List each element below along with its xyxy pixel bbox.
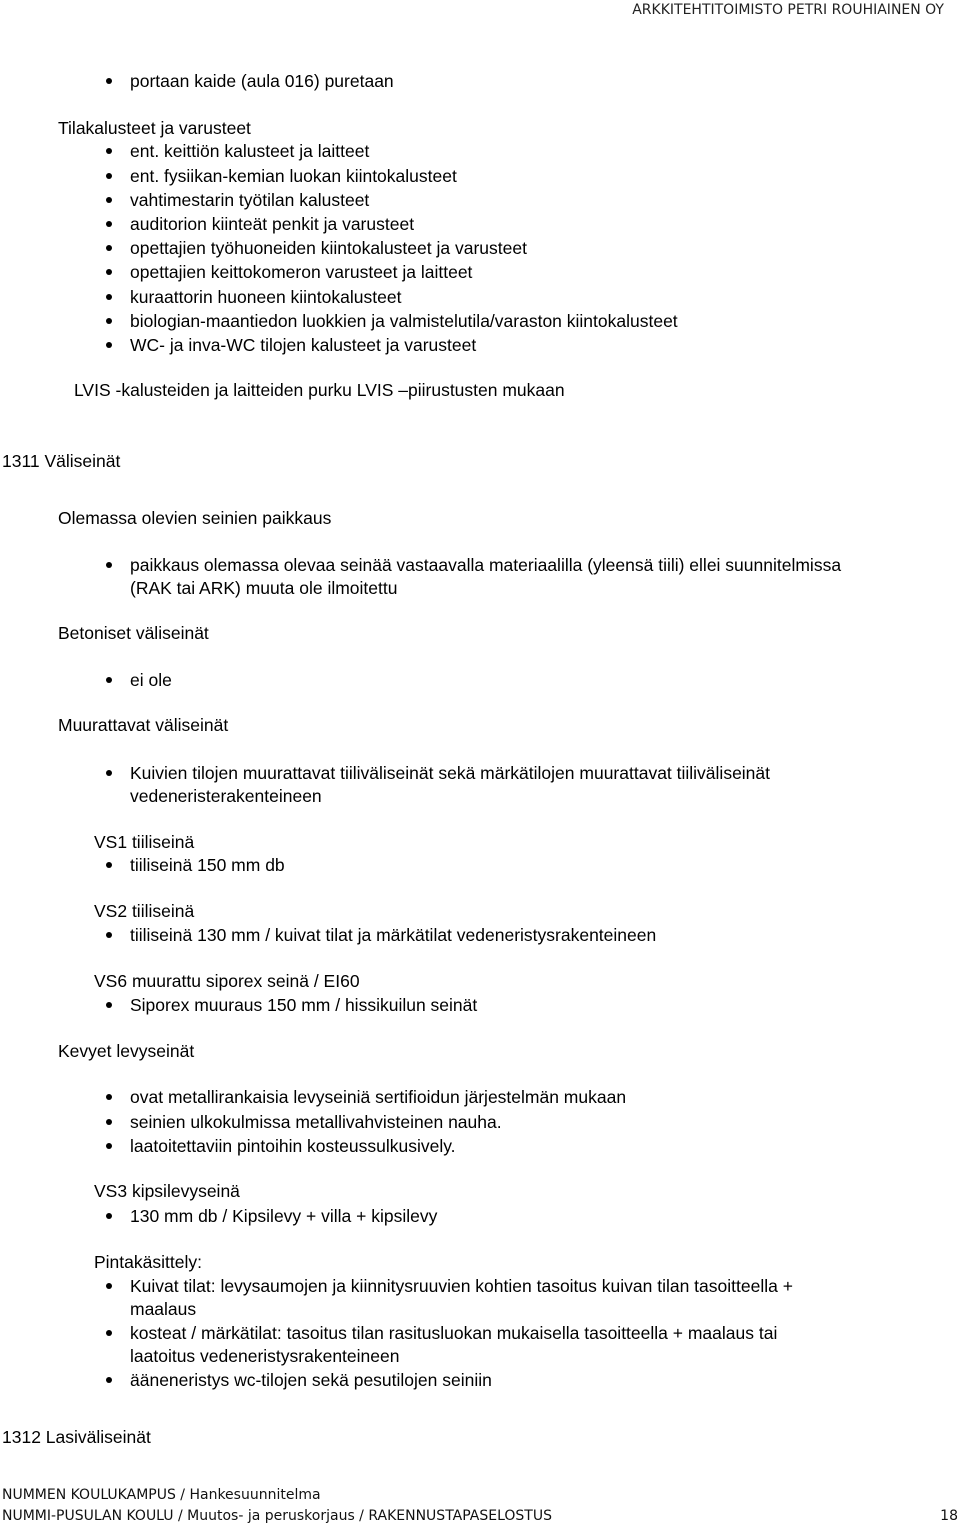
footer-document: NUMMI-PUSULAN KOULU / Muutos- ja peruskorjaus / RAKENNUSTAPASELOSTUS	[2, 1508, 552, 1524]
company-header: ARKKITEHTITOIMISTO PETRI ROUHIAINEN OY	[632, 2, 944, 18]
list-item: kuraattorin huoneen kiintokalusteet	[130, 287, 402, 307]
list-item: vahtimestarin työtilan kalusteet	[130, 190, 370, 210]
bullet-icon	[106, 245, 112, 251]
section-1312-heading: 1312 Lasiväliseinät	[2, 1427, 151, 1447]
bullet-icon	[106, 770, 112, 776]
list-item: ovat metallirankaisia levyseiniä sertifioidun järjestelmän mukaan	[130, 1087, 627, 1107]
section-1311-heading: 1311 Väliseinät	[2, 451, 121, 471]
bullet-icon	[106, 1283, 112, 1289]
page-number: 18	[940, 1508, 958, 1524]
list-item: seinien ulkokulmissa metallivahvisteinen nauha.	[130, 1112, 502, 1132]
list-item: opettajien keittokomeron varusteet ja laitteet	[130, 262, 473, 282]
list-item: portaan kaide (aula 016) puretaan	[130, 71, 394, 91]
bullet-icon	[106, 1094, 112, 1100]
list-item-continuation: (RAK tai ARK) muuta ole ilmoitettu	[130, 578, 398, 598]
list-item: ent. keittiön kalusteet ja laitteet	[130, 141, 370, 161]
list-item: Kuivien tilojen muurattavat tiiliväliseinät sekä märkätilojen muurattavat tiiliväliseinät	[130, 763, 771, 783]
list-item: ei ole	[130, 670, 172, 690]
list-item: tiiliseinä 150 mm db	[130, 855, 285, 875]
bullet-icon	[106, 148, 112, 154]
list-item: paikkaus olemassa olevaa seinää vastaavalla materiaalilla (yleensä tiili) ellei suunnitelmissa	[130, 555, 842, 575]
bullet-icon	[106, 1143, 112, 1149]
list-item: auditorion kiinteät penkit ja varusteet	[130, 214, 415, 234]
section-heading: Tilakalusteet ja varusteet	[58, 118, 251, 138]
bullet-icon	[106, 1330, 112, 1336]
finishing-heading: Pintakäsittely:	[94, 1252, 202, 1272]
patching-heading: Olemassa olevien seinien paikkaus	[58, 508, 332, 528]
bullet-icon	[106, 221, 112, 227]
bullet-icon	[106, 318, 112, 324]
list-item: ääneneristys wc-tilojen sekä pesutilojen seiniin	[130, 1370, 492, 1390]
bullet-icon	[106, 562, 112, 568]
lvis-note: LVIS -kalusteiden ja laitteiden purku LVIS –piirustusten mukaan	[74, 380, 565, 400]
bullet-icon	[106, 294, 112, 300]
masonry-heading: Muurattavat väliseinät	[58, 715, 229, 735]
concrete-heading: Betoniset väliseinät	[58, 623, 209, 643]
bullet-icon	[106, 269, 112, 275]
bullet-icon	[106, 1002, 112, 1008]
footer-project: NUMMEN KOULUKAMPUS / Hankesuunnitelma	[2, 1487, 321, 1503]
list-item: Siporex muuraus 150 mm / hissikuilun seinät	[130, 995, 478, 1015]
list-item: ent. fysiikan-kemian luokan kiintokalusteet	[130, 166, 457, 186]
bullet-icon	[106, 1377, 112, 1383]
list-item: Kuivat tilat: levysaumojen ja kiinnitysruuvien kohtien tasoitus kuivan tilan tasoitteella +	[130, 1276, 793, 1296]
list-item-continuation: vedeneristerakenteineen	[130, 786, 322, 806]
bullet-icon	[106, 197, 112, 203]
bullet-icon	[106, 342, 112, 348]
vs3-heading: VS3 kipsilevyseinä	[94, 1181, 240, 1201]
list-item: opettajien työhuoneiden kiintokalusteet ja varusteet	[130, 238, 527, 258]
bullet-icon	[106, 78, 112, 84]
vs6-heading: VS6 muurattu siporex seinä / EI60	[94, 971, 360, 991]
bullet-icon	[106, 173, 112, 179]
vs2-heading: VS2 tiiliseinä	[94, 901, 195, 921]
list-item: kosteat / märkätilat: tasoitus tilan rasitusluokan mukaisella tasoitteella + maalaus tai	[130, 1323, 778, 1343]
list-item: laatoitettaviin pintoihin kosteussulkusively.	[130, 1136, 456, 1156]
bullet-icon	[106, 932, 112, 938]
list-item-continuation: laatoitus vedeneristysrakenteineen	[130, 1346, 400, 1366]
vs1-heading: VS1 tiiliseinä	[94, 832, 195, 852]
list-item-continuation: maalaus	[130, 1299, 197, 1319]
list-item: WC- ja inva-WC tilojen kalusteet ja varusteet	[130, 335, 477, 355]
bullet-icon	[106, 677, 112, 683]
light-walls-heading: Kevyet levyseinät	[58, 1041, 195, 1061]
list-item: biologian-maantiedon luokkien ja valmistelutila/varaston kiintokalusteet	[130, 311, 678, 331]
bullet-icon	[106, 1119, 112, 1125]
bullet-icon	[106, 1213, 112, 1219]
list-item: 130 mm db / Kipsilevy + villa + kipsilevy	[130, 1206, 438, 1226]
list-item: tiiliseinä 130 mm / kuivat tilat ja märkätilat vedeneristysrakenteineen	[130, 925, 657, 945]
bullet-icon	[106, 862, 112, 868]
